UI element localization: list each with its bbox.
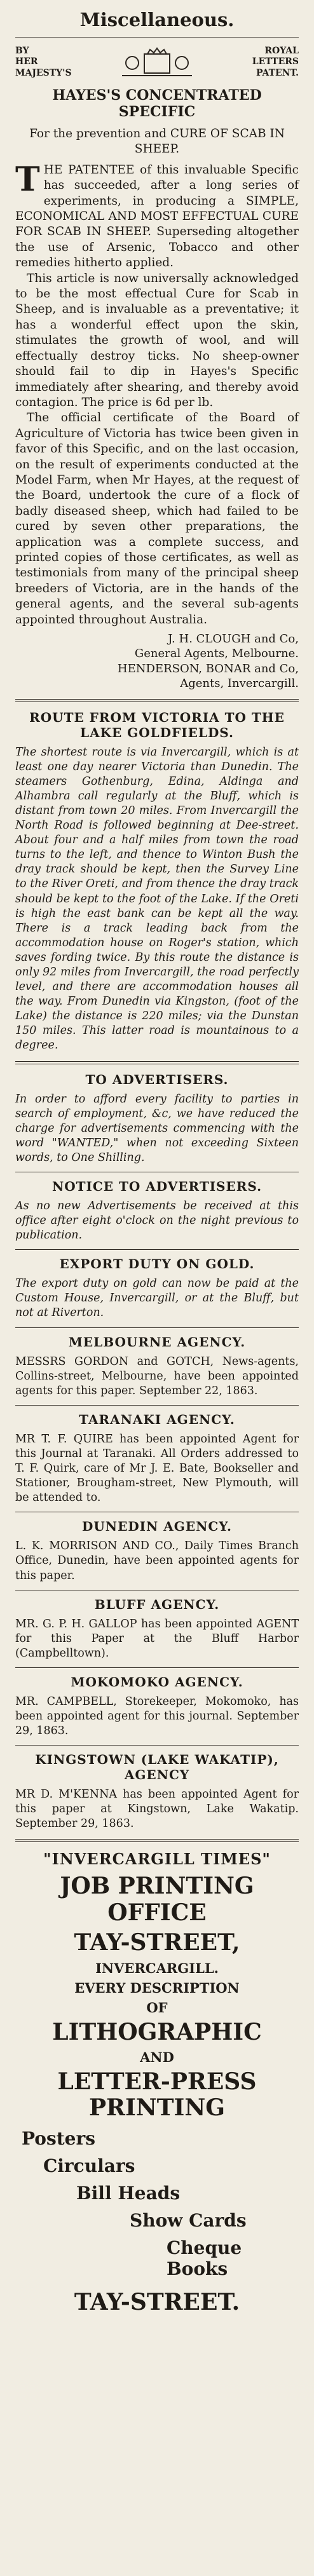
- divider: [15, 699, 299, 702]
- hayes-subheading: For the prevention and CURE OF SCAB IN SHEEP.: [29, 127, 285, 156]
- advertisers-heading: TO ADVERTISERS.: [85, 1071, 229, 1087]
- section-title: Miscellaneous.: [79, 9, 235, 31]
- royal-crest-icon: [109, 44, 205, 81]
- export-heading: EXPORT DUTY ON GOLD.: [59, 1256, 255, 1272]
- divider: [15, 1327, 299, 1328]
- agency-body-mokomoko: MR. CAMPBELL, Storekeeper, Mokomoko, has been appointed agent for this journal. September 29, 1863.: [15, 1695, 299, 1738]
- divider: [15, 1405, 299, 1406]
- agency-body-melbourne: MESSRS GORDON and GOTCH, News-agents, Collins-street, Melbourne, have been appointed agents for this paper. September 22, 1863.: [15, 1355, 299, 1397]
- agency-heading-bluff: BLUFF AGENCY.: [94, 1596, 220, 1612]
- lithographic: LITHOGRAPHIC: [52, 2018, 262, 2045]
- list-item: Bill Heads: [76, 2182, 181, 2204]
- agency-body-taranaki: MR T. F. QUIRE has been appointed Agent for this Journal at Taranaki. All Orders addressed to T. F. Quirk, care of Mr J. E. Bate, Bookseller and Stationer, Brougham-street, New Plymouth, will be attended to.: [15, 1432, 299, 1505]
- list-item: Circulars: [43, 2155, 135, 2176]
- royal-patent-bar: [15, 44, 299, 81]
- hayes-body: [15, 159, 299, 628]
- list-item: Cheque Books: [167, 2237, 242, 2279]
- list-item: Posters: [22, 2127, 96, 2149]
- royal-left: BY HER MAJESTY'S: [15, 45, 72, 78]
- hayes-signature: J. H. CLOUGH and Co, General Agents, Melbourne. HENDERSON, BONAR and Co, Agents, Invercargill.: [117, 632, 299, 691]
- route-paragraph: The shortest route is via Invercargill, which is at least one day nearer Victoria than Dunedin. The steamers Gothenburg, Edina, Aldinga and Alhambra call regularly at the Bluff, which is distant from town 20 miles. From Invercargill the North Road is followed beginning at Dee-street. About four and a half miles from town the road turns to the left, and thence to Winton Bush the dray track should be kept, then the Survey Line to the River Oreti, and from thence the dray track should be kept to the foot of the Lake. If the Oreti is high the east bank can be kept all the way. There is a track leading back from the accommodation house on Roger's station, which saves fording twice. By this route the distance is only 92 miles from Invercargill, the road perfectly level, and there are accommodation houses all the way. From Dunedin via Kingston, (foot of the Lake) the distance is 220 miles; via the Dunstan 150 miles. This latter road is mountainous to a degree.: [15, 745, 299, 1052]
- divider: [15, 1061, 299, 1064]
- times-heading: "INVERCARGILL TIMES": [43, 1850, 271, 1869]
- agency-body-bluff: MR. G. P. H. GALLOP has been appointed AGENT for this Paper at the Bluff Harbor (Campbelltown).: [15, 1617, 299, 1660]
- of-label: OF: [146, 1999, 168, 2016]
- divider: [15, 1839, 299, 1842]
- hayes-paragraph-1: T HE PATENTEE of this invaluable Specific has succeeded, after a long series of experiments, in producing a SIMPLE, ECONOMICAL AND MOST EFFECTUAL CURE FOR SCAB IN SHEEP. Superseding altogether the use of Arsenic, Tobacco and other remedies hitherto applied.: [15, 159, 299, 270]
- divider: [15, 1249, 299, 1250]
- royal-right: ROYAL LETTERS PATENT.: [252, 45, 299, 78]
- drop-cap: T: [15, 159, 40, 199]
- notice-heading: NOTICE TO ADVERTISERS.: [51, 1179, 263, 1194]
- advertisers-paragraph: In order to afford every facility to parties in search of employment, &c, we have reduced the charge for advertisements commencing with the word "WANTED," when not exceeding Sixteen words, to One Shilling.: [15, 1092, 299, 1164]
- hayes-paragraph-3: The official certificate of the Board of Agriculture of Victoria has twice been given in favor of this Specific, and on the last occasion, on the result of experiments conducted at the Model Farm, when Mr Hayes, at the request of the Board, undertook the cure of a flock of badly diseased sheep, which had failed to be cured by seven other preparations, the application was a complete success, and printed copies of those certificates, as well as testimonials from many of the principal sheep breeders of Victoria, are in the hands of the general agents, and the several sub-agents appointed throughout Australia.: [15, 411, 299, 627]
- tay-street: TAY-STREET,: [74, 1929, 240, 1956]
- and-label: AND: [140, 2049, 174, 2065]
- agency-body-dunedin: L. K. MORRISON AND CO., Daily Times Branch Office, Dunedin, have been appointed agents for this paper.: [15, 1540, 299, 1582]
- divider: [15, 1745, 299, 1746]
- agency-heading-melbourne: MELBOURNE AGENCY.: [68, 1334, 246, 1350]
- town-name: INVERCARGILL.: [95, 1960, 219, 1976]
- list-item: Show Cards: [130, 2209, 247, 2231]
- agency-heading-mokomoko: MOKOMOKO AGENCY.: [71, 1674, 243, 1690]
- agency-heading-dunedin: DUNEDIN AGENCY.: [82, 1519, 232, 1535]
- hayes-heading: HAYES'S CONCENTRATED SPECIFIC: [52, 87, 262, 120]
- job-printing-office: JOB PRINTING OFFICE: [60, 1873, 254, 1926]
- divider: [15, 1667, 299, 1668]
- tay-street-footer: TAY-STREET.: [74, 2288, 240, 2315]
- every-description: EVERY DESCRIPTION: [74, 1979, 240, 1996]
- letterpress: LETTER-PRESS PRINTING: [57, 2068, 257, 2122]
- hayes-paragraph-2: This article is now universally acknowledged to be the most effectual Cure for Scab in Sheep, and is invaluable as a preventative; it has a wonderful effect upon the skin, stimulates the growth of wool, and will effectually destroy ticks. No sheep-owner should fail to dip in Hayes's Specific immediately after shearing, and thereby avoid contagion. The price is 6d per lb.: [15, 271, 299, 409]
- printing-list: [22, 2128, 299, 2279]
- agency-heading-taranaki: TARANAKI AGENCY.: [79, 1411, 235, 1427]
- notice-paragraph: As no new Advertisements be received at this office after eight o'clock on the night previous to publication.: [15, 1200, 299, 1242]
- agency-body-kingstown: MR D. M'KENNA has been appointed Agent for this paper at Kingstown, Lake Wakatip. September 29, 1863.: [15, 1788, 299, 1831]
- agency-heading-kingstown: KINGSTOWN (LAKE WAKATIP), AGENCY: [35, 1752, 279, 1783]
- route-heading: ROUTE FROM VICTORIA TO THE LAKE GOLDFIELDS.: [29, 709, 285, 740]
- export-paragraph: The export duty on gold can now be paid at the Custom House, Invercargill, or at the Bluff, but not at Riverton.: [15, 1277, 299, 1320]
